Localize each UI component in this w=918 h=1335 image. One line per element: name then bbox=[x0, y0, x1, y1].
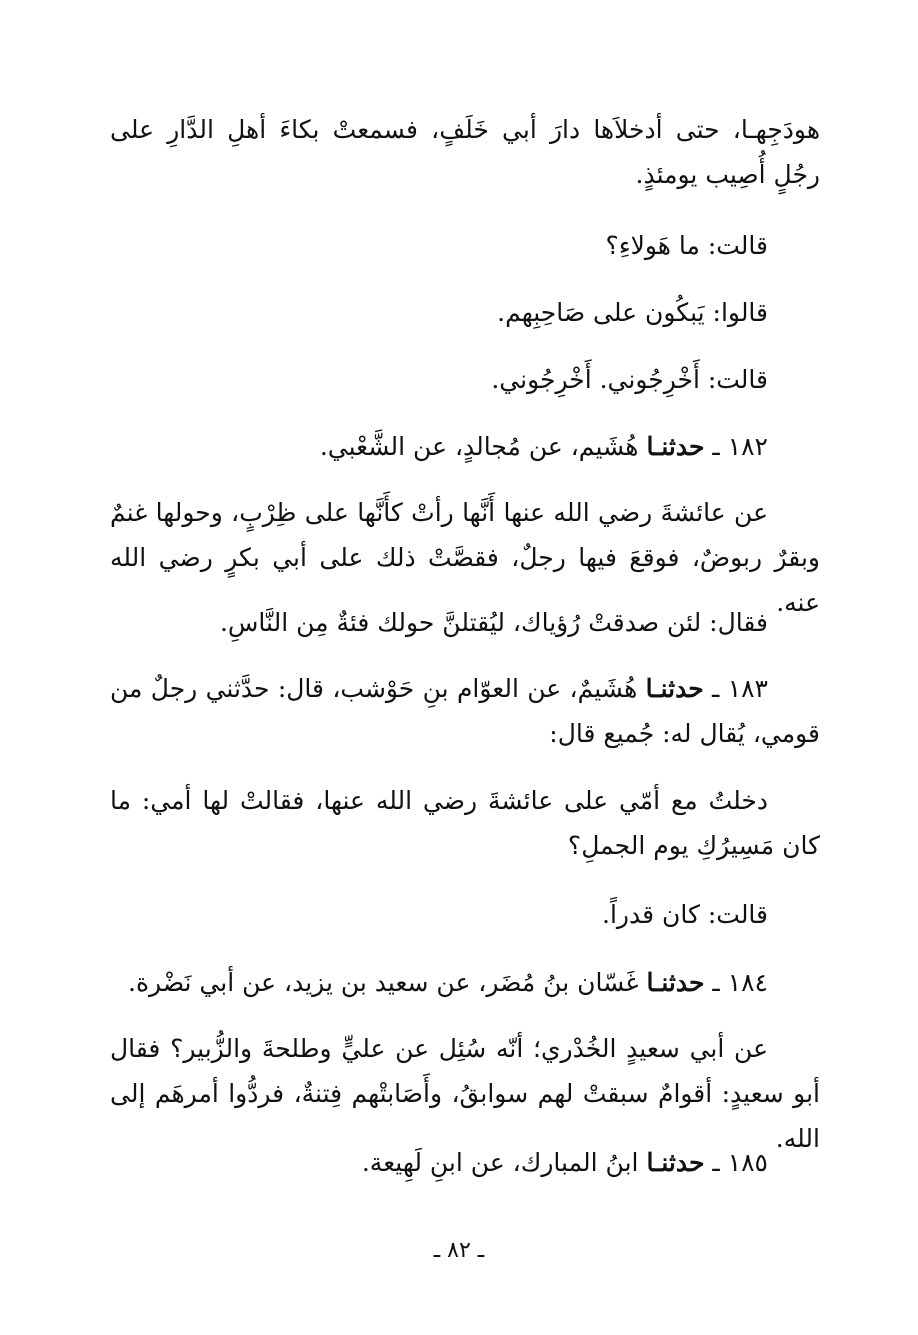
paragraph-text: عن أبي سعيدٍ الخُدْري؛ أنّه سُئِل عن عليٍّ وطلحةَ والزُّبير؟ فقال أبو سعيدٍ: أقوامٌ سبقتْ لهم سوابقُ، وأَصَابتْهم فِتنةٌ، فردُّوا أمرهَم إلى الله. bbox=[110, 1034, 820, 1153]
hadith-chain-184 bbox=[110, 960, 820, 1005]
page-number: ـ ٨٢ ـ bbox=[433, 1238, 485, 1263]
hadith-chain-text: ابنُ المبارك، عن ابنِ لَهِيعة. bbox=[361, 1148, 639, 1177]
paragraph-text: قالت: أَخْرِجُوني. أَخْرِجُوني. bbox=[491, 365, 768, 394]
hadith-chain-text: هُشَيم، عن مُجالدٍ، عن الشَّعْبي. bbox=[319, 432, 639, 461]
hadith-body bbox=[110, 778, 820, 868]
hadith-keyword: حدثنـا bbox=[646, 432, 705, 461]
paragraph-text: قالوا: يَبكُون على صَاحِبِهم. bbox=[497, 298, 768, 327]
hadith-chain-183 bbox=[110, 666, 820, 756]
hadith-number: ١٨٣ ـ bbox=[712, 674, 768, 703]
paragraph-dialogue bbox=[110, 600, 820, 645]
hadith-chain-185 bbox=[110, 1140, 820, 1185]
hadith-number: ١٨٢ ـ bbox=[712, 432, 768, 461]
hadith-chain-182 bbox=[110, 424, 820, 469]
paragraph-text: قالت: كان قدراً. bbox=[602, 900, 768, 929]
paragraph-continuation bbox=[110, 107, 820, 197]
hadith-keyword: حدثنـا bbox=[646, 1148, 705, 1177]
paragraph-text: هودَجِهـا، حتى أدخلاَها دارَ أبي خَلَفٍ، فسمعتْ بكاءَ أهلِ الدَّارِ على رجُلٍ أُصِيب يومئذٍ. bbox=[110, 115, 820, 189]
paragraph-text: عن عائشةَ رضي الله عنها أَنَّها رأتْ كأَنَّها على ظِرْبٍ، وحولها غنمٌ وبقرٌ ربوضٌ، فوقعَ فيها رجلٌ، فقصَّتْ ذلك على أبي بكرٍ رضي الله عنه. bbox=[110, 498, 820, 617]
paragraph-text: قالت: ما هَولاءِ؟ bbox=[605, 231, 768, 260]
hadith-number: ١٨٤ ـ bbox=[712, 968, 768, 997]
paragraph-dialogue bbox=[110, 892, 820, 937]
paragraph-dialogue bbox=[110, 290, 820, 335]
paragraph-dialogue bbox=[110, 357, 820, 402]
hadith-number: ١٨٥ ـ bbox=[712, 1148, 768, 1177]
hadith-keyword: حدثنـا bbox=[646, 968, 705, 997]
hadith-chain-text: غَسّان بنُ مُضَر، عن سعيد بن يزيد، عن أبي نَضْرة. bbox=[128, 968, 639, 997]
paragraph-text: دخلتُ مع أمّي على عائشةَ رضي الله عنها، فقالتْ لها أمي: ما كان مَسِيرُكِ يوم الجملِ؟ bbox=[110, 786, 820, 860]
paragraph-text: فقال: لئن صدقتْ رُؤياك، ليُقتلنَّ حولك فئةٌ مِن النَّاسِ. bbox=[219, 608, 768, 637]
paragraph-dialogue bbox=[110, 223, 820, 268]
hadith-keyword: حدثنـا bbox=[645, 674, 704, 703]
hadith-chain-text: هُشَيمٌ، عن العوّام بنِ حَوْشب، قال: حدَّثني رجلٌ من قومي، يُقال له: جُميع قال: bbox=[110, 674, 820, 748]
